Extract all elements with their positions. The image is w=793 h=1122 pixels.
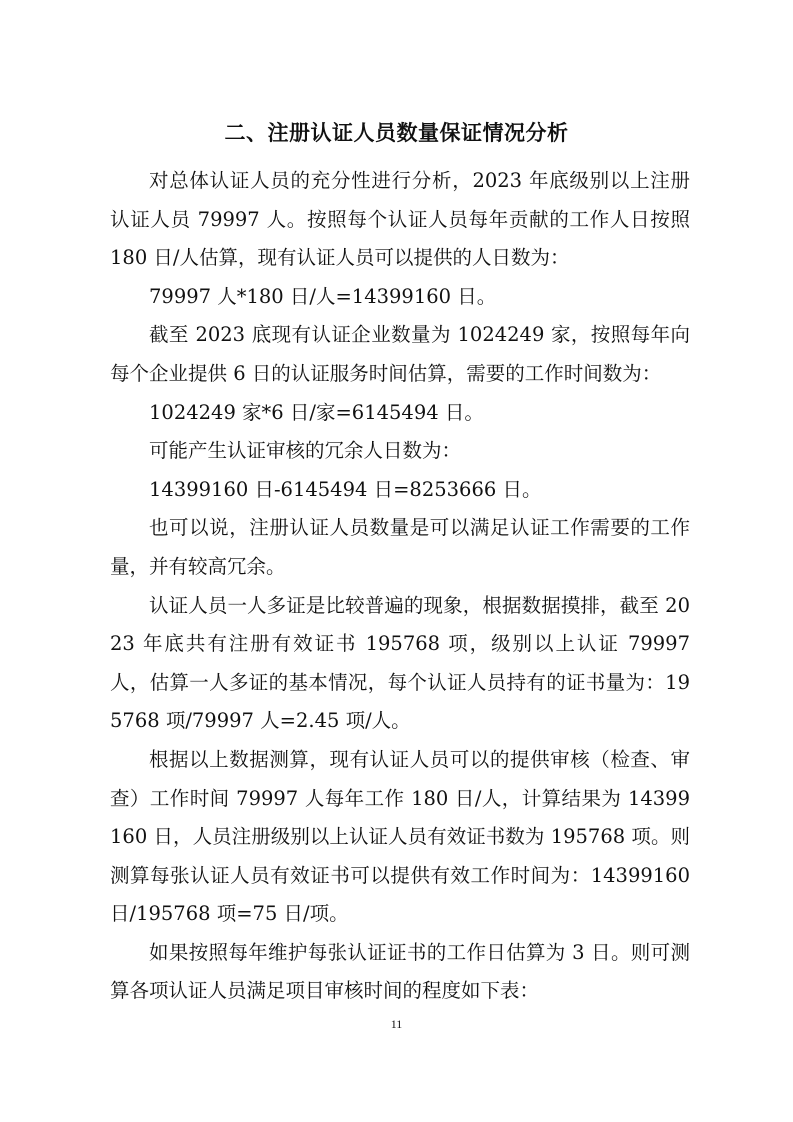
paragraph-7: 也可以说，注册认证人员数量是可以满足认证工作需要的工作量，并有较高冗余。 [110, 516, 690, 578]
paragraph-1: 对总体认证人员的充分性进行分析，2023 年底级别以上注册认证人员 79997 人。按照每个认证人员每年贡献的工作人日按照 180 日/人估算，现有认证人员可以提供的人日数为： [110, 169, 690, 270]
body-text [110, 162, 690, 1011]
paragraph-5: 可能产生认证审核的冗余人日数为： [149, 439, 462, 463]
paragraph-8: 认证人员一人多证是比较普遍的现象，根据数据摸排，截至 2023 年底共有注册有效证书 195768 项，级别以上认证 79997 人，估算一人多证的基本情况，每个认证人员持有的证书量为：195768 项/79997 人=2.45 项/人。 [110, 593, 690, 733]
paragraph-4: 1024249 家*6 日/家=6145494 日。 [149, 400, 484, 424]
paragraph-3: 截至 2023 底现有认证企业数量为 1024249 家，按照每年向每个企业提供 6 日的认证服务时间估算，需要的工作时间数为： [110, 323, 690, 385]
paragraph-9: 根据以上数据测算，现有认证人员可以的提供审核（检查、审查）工作时间 79997 人每年工作 180 日/人，计算结果为 14399160 日，人员注册级别以上认证人员有效证书数为 195768 项。则测算每张认证人员有效证书可以提供有效工作时间为：14399160 日/195768 项=75 日/项。 [110, 747, 690, 926]
paragraph-2: 79997 人*180 日/人=14399160 日。 [149, 284, 497, 308]
section-title: 二、注册认证人员数量保证情况分析 [224, 121, 569, 145]
paragraph-10: 如果按照每年维护每张认证证书的工作日估算为 3 日。则可测算各项认证人员满足项目审核时间的程度如下表： [110, 940, 690, 1003]
paragraph-6: 14399160 日-6145494 日=8253666 日。 [149, 477, 542, 501]
page-number: 11 [390, 1017, 403, 1031]
